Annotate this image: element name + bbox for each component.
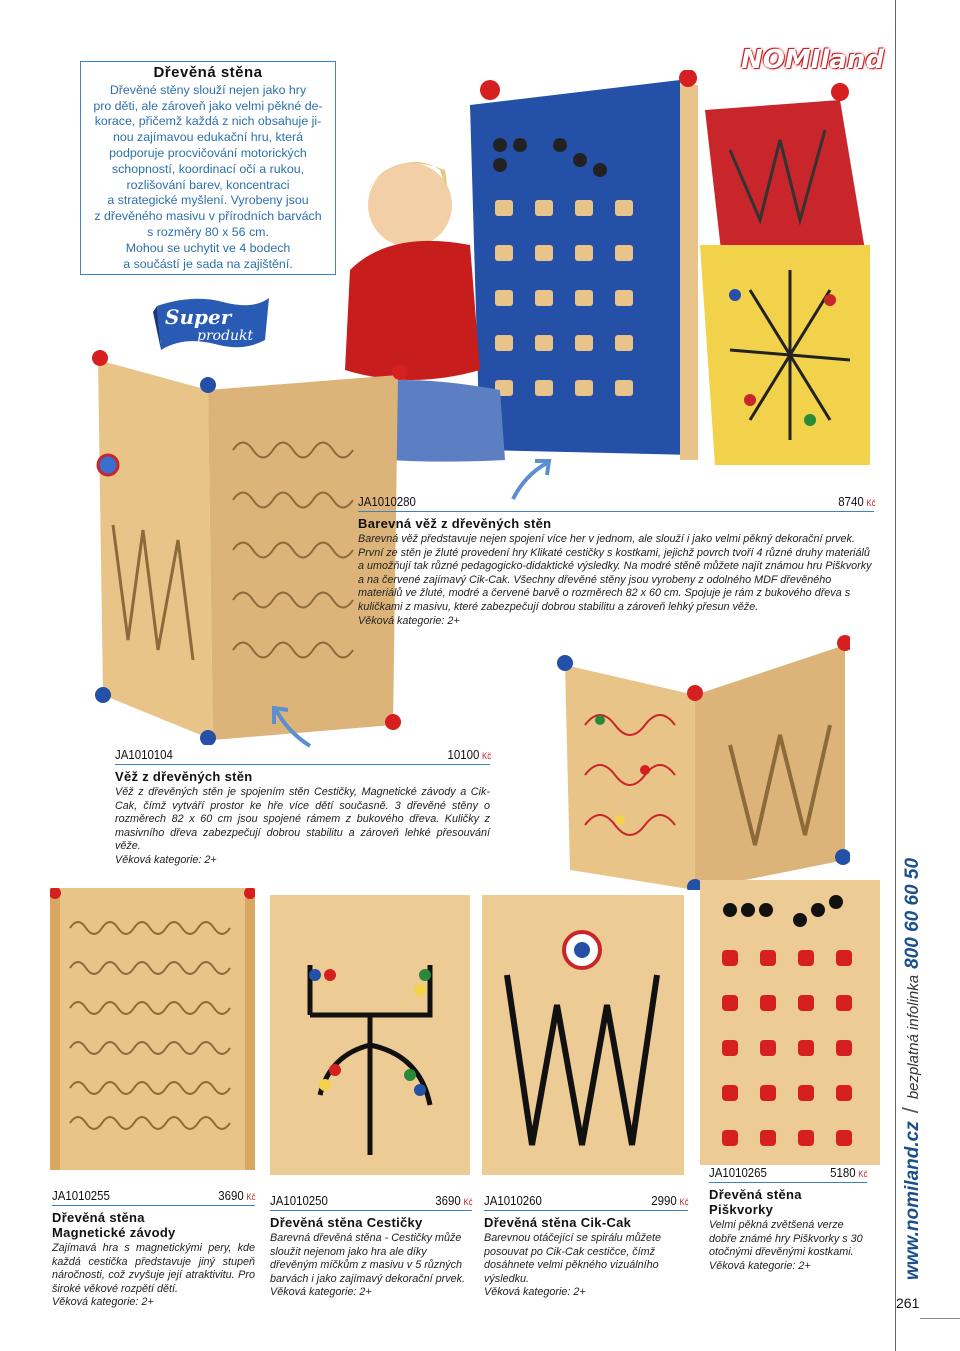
product-code: JA1010265 [709, 1165, 767, 1180]
product-name: Dřevěná stěna Cestičky [270, 1215, 423, 1230]
product-price: 5180 Kč [830, 1165, 868, 1180]
arrow-icon [268, 702, 318, 752]
divider [115, 764, 490, 765]
intro-line: a strategické myšlení. Vyrobeny jsou [107, 193, 309, 208]
intro-line: rozlišování barev, koncentraci [126, 177, 290, 192]
product-age: Věková kategorie: 2+ [270, 1286, 372, 1299]
wooden-tower-2-photo [545, 625, 850, 890]
product-description: Barevná dřevěná stěna - Cestičky může sloužit nejenom jako hra ale díky dřevěným míčkům z masivu v 5 různých barvách i jako zajímavý dekorační prvek. [270, 1232, 466, 1285]
badge-line2: produkt [197, 328, 254, 344]
product-age: Věková kategorie: 2+ [484, 1286, 586, 1299]
product-age: Věková kategorie: 2+ [115, 853, 217, 866]
intro-line: korace, přičemž každá z nich obsahuje ji- [94, 114, 322, 129]
intro-box [80, 61, 336, 275]
product-description: Barevná věž představuje nejen spojení více her v jednom, ale slouží i jako velmi pěkný dekorační prvek. První ze stěn je žluté provedení hry Klikaté cestičky s kostkami, jejichž povrch tvoří 4 různé druhy materiálů a umožňují tak různé pedagogicko-didaktické výsledky. Na modré stěně můžete najít známou hru Piškvorky a na červené zajímavý Cik-Cak. Všechny dřevěné stěny jsou vyrobeny z odolného MDF dřevěného materiálů ve žluté, modré a červené barvě o rozměrech 82 x 60 cm. Spojuje je rám z bukového dřeva s kuličkami z masivu, které zabezpečují dobrou stabilitu a zároveň lehký přesun věže. [358, 533, 872, 613]
product-header [709, 1165, 867, 1180]
product-name: Dřevěná stěna [709, 1187, 802, 1202]
piskvorky-photo [700, 880, 880, 1165]
website-url[interactable]: www.nomiland.cz [902, 1121, 923, 1280]
intro-line: schopností, koordinací očí a rukou, [111, 161, 305, 176]
product-code: JA1010280 [358, 494, 416, 509]
product-name: Barevná věž z dřevěných stěn [358, 516, 552, 531]
product-code: JA1010250 [270, 1193, 328, 1208]
product-price: 2990 Kč [651, 1193, 689, 1208]
product-description: Barevnou otáčející se spirálu můžete posouvat po Cik-Cak cestičce, čímž dosáhnete velmi pěkného vizuálního výsledku. [484, 1232, 662, 1285]
page-number-rule [920, 1318, 960, 1319]
product-name: Piškvorky [709, 1202, 774, 1217]
product-ja1010104 [115, 747, 490, 868]
divider [709, 1182, 867, 1183]
infoline-label: bezplatná infolinka [905, 974, 922, 1100]
product-age: Věková kategorie: 2+ [52, 1296, 154, 1309]
sidebar-contact [898, 858, 924, 1280]
product-name: Dřevěná stěna [52, 1210, 145, 1225]
product-price: 3690 Kč [435, 1193, 473, 1208]
divider [270, 1210, 472, 1211]
product-ja1010260 [484, 1193, 688, 1300]
intro-line: a součástí je sada na zajištění. [123, 256, 293, 271]
super-produkt-badge [153, 292, 273, 358]
product-price: 10100 Kč [447, 747, 492, 762]
product-header [358, 494, 876, 509]
product-header [115, 747, 491, 762]
product-price: 8740 Kč [838, 494, 876, 509]
product-code: JA1010260 [484, 1193, 542, 1208]
product-description: Věž z dřevěných stěn je spojením stěn Cestičky, Magnetické závody a Cik-Cak, čímž vytváří prostor ke hře více dětí současně. 3 dřevěné stěny o rozměrech 82 x 60 cm jsou spojené rámem z bukového dřeva. Kuličky z masivního dřeva zabezpečují dobrou stabilitu a zároveň lehké přesouvání věže. [115, 786, 490, 853]
product-description: Velmi pěkná zvětšená verze dobře známé hry Piškvorky s 30 otočnými dřevěnými kostkami. [709, 1219, 863, 1259]
intro-title: Dřevěná stěna [153, 64, 263, 81]
sidebar-divider [895, 0, 896, 1351]
intro-line: nou zajímavou edukační hru, která [112, 130, 304, 145]
product-name: Věž z dřevěných stěn [115, 769, 253, 784]
divider [358, 511, 874, 512]
separator: / [898, 1107, 923, 1114]
product-code: JA1010104 [115, 747, 173, 762]
cik-cak-photo [482, 895, 684, 1175]
intro-line: z dřevěného masivu v přírodních barvách [94, 209, 322, 224]
product-code: JA1010255 [52, 1188, 110, 1203]
product-header [270, 1193, 473, 1208]
divider [52, 1205, 255, 1206]
product-name: Dřevěná stěna Cik-Cak [484, 1215, 632, 1230]
cesticky-photo [270, 895, 470, 1175]
product-header [52, 1188, 256, 1203]
intro-line: pro děti, ale zároveň jako velmi pěkné de- [93, 98, 323, 113]
product-ja1010280 [358, 494, 874, 628]
magneticke-zavody-photo [50, 888, 255, 1170]
product-ja1010250 [270, 1193, 472, 1300]
product-ja1010255 [52, 1188, 255, 1310]
logo-text: NOMIland [741, 45, 884, 75]
product-name: Magnetické závody [52, 1225, 176, 1240]
product-description: Zajímavá hra s magnetickými pery, kde každá cestička představuje jiný stupeň náročnosti, což zvyšuje její atraktivitu. Pro široké věkové rozpětí dětí. [52, 1242, 255, 1295]
product-age: Věková kategorie: 2+ [358, 614, 460, 627]
product-ja1010265 [709, 1165, 867, 1273]
badge-line1: Super [165, 305, 232, 329]
intro-line: podporuje procvičování motorických [109, 145, 307, 160]
product-price: 3690 Kč [218, 1188, 256, 1203]
page-number: 261 [896, 1295, 920, 1311]
product-age: Věková kategorie: 2+ [709, 1259, 811, 1272]
divider [484, 1210, 688, 1211]
phone-number[interactable]: 800 60 60 50 [902, 857, 923, 969]
product-header [484, 1193, 689, 1208]
intro-line: s rozměry 80 x 56 cm. [147, 224, 269, 239]
intro-line: Dřevěné stěny slouží nejen jako hry [109, 82, 307, 97]
intro-line: Mohou se uchytit ve 4 bodech [125, 240, 291, 255]
